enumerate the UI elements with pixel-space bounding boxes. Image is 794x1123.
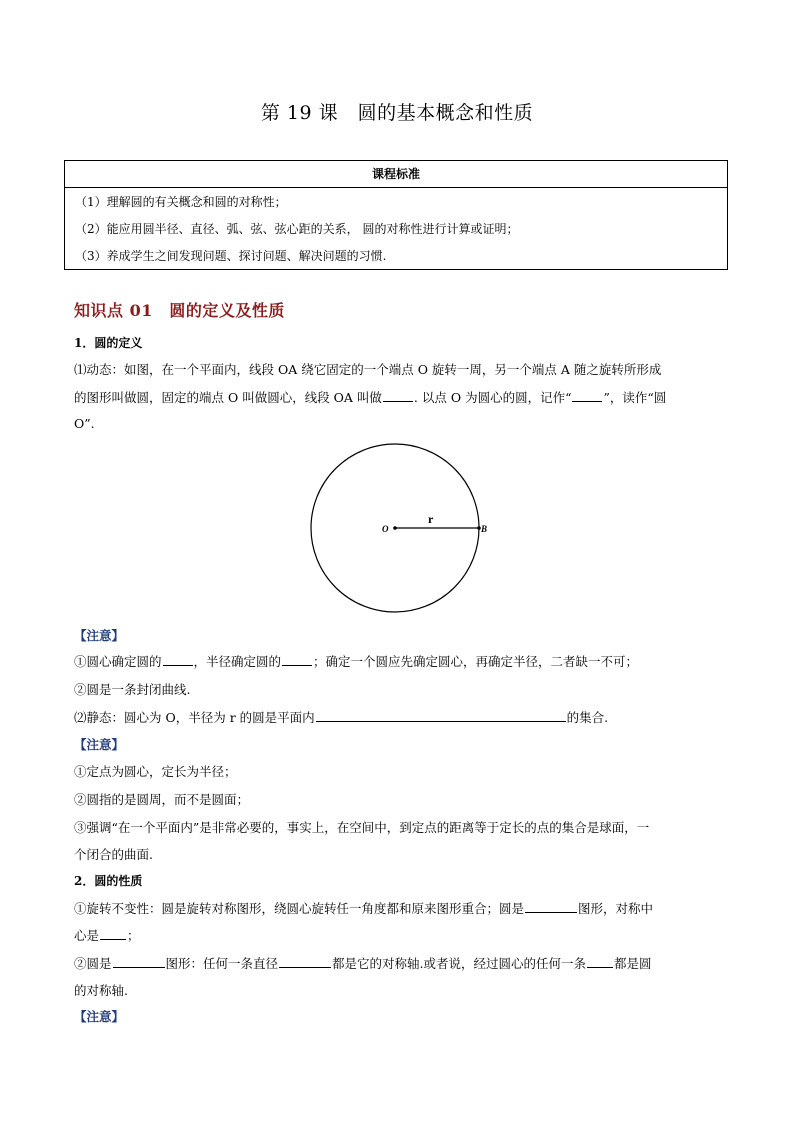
page-title: 第 19 课 圆的基本概念和性质 (260, 102, 534, 124)
fill-blank (572, 389, 602, 402)
text-segment: 的集合. (566, 710, 609, 725)
fill-blank (100, 927, 126, 940)
note-label: 【注意】 (74, 1009, 125, 1024)
fill-blank (282, 653, 312, 666)
property-line (74, 899, 653, 917)
text-segment: ；确定一个圆应先确定圆心，再确定半径，二者缺一不可； (313, 654, 639, 669)
fill-blank (383, 389, 413, 402)
fill-blank (587, 955, 613, 968)
note-line (74, 652, 638, 670)
note-label: 【注意】 (74, 737, 125, 752)
fill-blank (163, 653, 193, 666)
text-segment: ⑵静态：圆心为 O，半径为 r 的圆是平面内 (74, 710, 315, 725)
text-segment: 图形：任何一条直径 (165, 956, 279, 971)
definition-line (74, 708, 608, 726)
text-segment: 图形，对称中 (578, 901, 654, 916)
text-segment: . 以点 O 为圆心的圆，记作“ (413, 390, 572, 405)
note-line: ②圆指的是圆周，而不是圆面； (74, 792, 250, 807)
fill-blank (279, 955, 331, 968)
note-line: ③强调“在一个平面内”是非常必要的，事实上，在空间中，到定点的距离等于定长的点的集合是球面，一 (74, 820, 650, 835)
center-point (393, 526, 397, 530)
course-standards-heading: 课程标准 (65, 161, 727, 188)
section-heading: 知识点 01 圆的定义及性质 (74, 301, 285, 320)
fill-blank (316, 709, 566, 722)
text-segment: ； (127, 928, 140, 943)
subheading-properties: 2．圆的性质 (74, 874, 143, 888)
standard-item: （3）养成学生之间发现问题、探讨问题、解决问题的习惯. (75, 249, 387, 263)
point-label: B (481, 524, 488, 534)
text-segment: ，半径确定圆的 (193, 654, 282, 669)
radius-label: r (428, 512, 434, 526)
note-line: ①定点为圆心，定长为半径； (74, 764, 237, 779)
text-segment: 都是它的对称轴.或者说，经过圆心的任何一条 (332, 956, 587, 971)
center-label: O (382, 524, 389, 534)
circle-figure (290, 435, 500, 617)
standard-item: （2）能应用圆半径、直径、弧、弦、弦心距的关系， 圆的对称性进行计算或证明； (75, 222, 519, 236)
definition-line: O”. (74, 416, 95, 431)
fill-blank (113, 955, 165, 968)
definition-line: ⑴动态：如图，在一个平面内，线段 OA 绕它固定的一个端点 O 旋转一周，另一个端点 A 随之旋转所形成 (74, 362, 662, 377)
property-line (74, 926, 140, 944)
standard-item: （1）理解圆的有关概念和圆的对称性； (75, 195, 287, 209)
fill-blank (525, 900, 577, 913)
subheading-definition: 1．圆的定义 (74, 336, 143, 350)
text-segment: 的图形叫做圆，固定的端点 O 叫做圆心，线段 OA 叫做 (74, 390, 382, 405)
text-segment: ”，读作“圆 (603, 390, 667, 405)
text-segment: ①圆心确定圆的 (74, 654, 162, 669)
text-segment: 都是圆 (614, 956, 652, 971)
text-segment: 心是 (74, 928, 100, 943)
text-segment: ②圆是 (74, 956, 112, 971)
note-label: 【注意】 (74, 628, 125, 643)
note-line: 个闭合的曲面. (74, 847, 153, 862)
property-line (74, 954, 652, 972)
text-segment: ①旋转不变性：圆是旋转对称图形，绕圆心旋转任一角度都和原来图形重合；圆是 (74, 901, 525, 916)
property-line: 的对称轴. (74, 983, 128, 998)
note-line: ②圆是一条封闭曲线. (74, 682, 191, 697)
definition-line (74, 388, 666, 406)
course-standards-box (64, 160, 728, 270)
